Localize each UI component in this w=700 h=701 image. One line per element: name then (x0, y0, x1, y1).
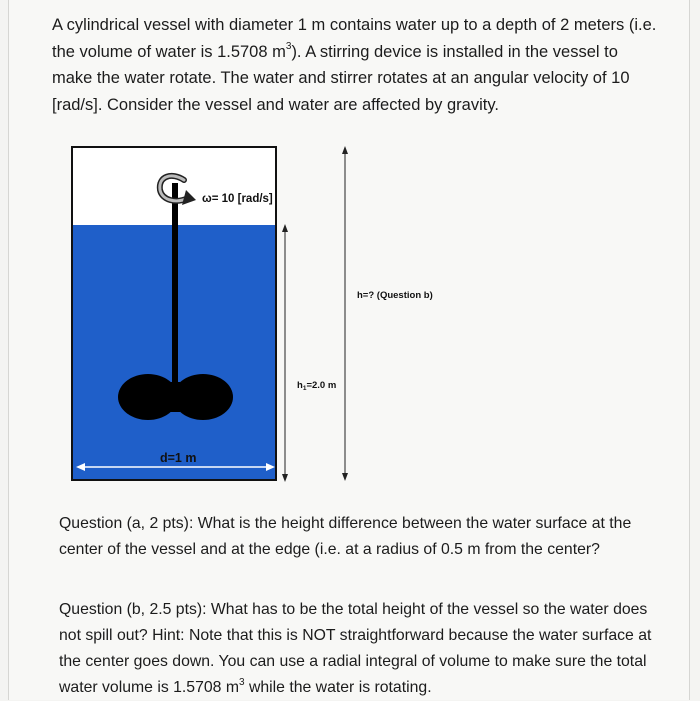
impeller-hub (170, 382, 180, 412)
h1-dimension (282, 224, 288, 482)
total-height-label: h=? (Question b) (357, 290, 433, 301)
question-a: Question (a, 2 pts): What is the height difference between the water surface at the center of the vessel and at the edge (i.e. at a radius of 0.5 m from the center? (59, 515, 632, 558)
impeller-blade-right (173, 374, 233, 420)
question-b-superscript: 3 (239, 676, 245, 688)
intro-superscript: 3 (285, 41, 292, 52)
question-b-text-2: while the water is rotating. (244, 679, 432, 696)
h1-label: $h_1=2.0$ m (297, 380, 337, 392)
intro-text-1: A cylindrical vessel with diameter 1 m contains water up to a depth of 2 meters (i.e. the volume of water is 1.5708 m (52, 16, 657, 61)
intro-text-2: ). A stirring device is installed in the vessel to make the water rotate. The water and stirrer rotates at an angular velocity of 10 [rad/s]. Consider the vessel and water are affected by gravity. (52, 42, 630, 114)
omega-label: ω= 10 [rad/s] (202, 193, 273, 205)
question-b (59, 597, 659, 701)
impeller-blade-left (118, 374, 178, 420)
total-height-dimension (342, 146, 348, 481)
diameter-label: d=1 m (160, 451, 197, 465)
question-b-text-1: Question (b, 2.5 pts): What has to be the total height of the vessel so the water does not spill out? Hint: Note that this is NOT straightforward because the water surface at the center goes down. You can use a radial integral of volume to make sure the total water volume is 1.5708 m (59, 601, 652, 696)
stirrer-shaft (172, 183, 178, 383)
